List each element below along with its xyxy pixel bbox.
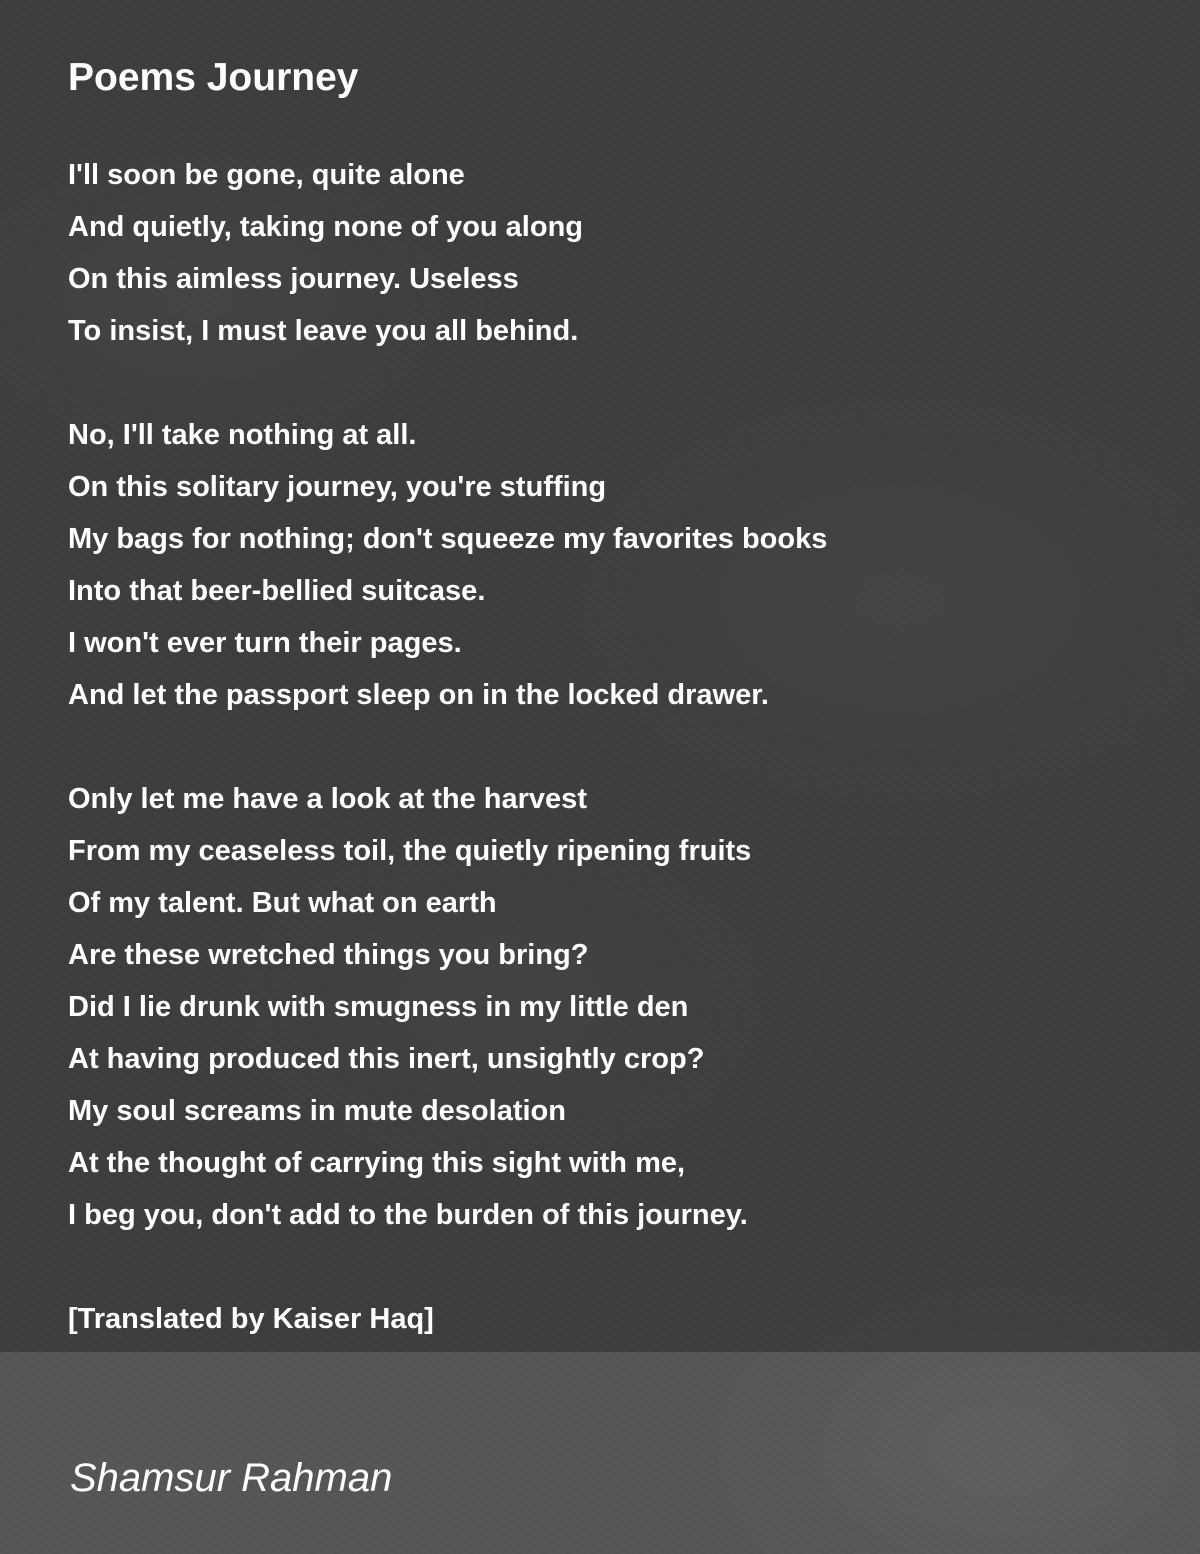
poem-line: And let the passport sleep on in the locked drawer. (68, 679, 769, 711)
poem-line: Only let me have a look at the harvest (68, 783, 587, 815)
poem-line: On this aimless journey. Useless (68, 263, 519, 295)
poem-line: I won't ever turn their pages. (68, 627, 462, 659)
poem-line: And quietly, taking none of you along (68, 211, 584, 243)
poem-line: No, I'll take nothing at all. (68, 419, 417, 451)
poem-stanza (68, 149, 827, 357)
poem-line: Did I lie drunk with smugness in my little den (68, 991, 689, 1023)
poem-line: I'll soon be gone, quite alone (68, 159, 465, 191)
poem-line: On this solitary journey, you're stuffing (68, 471, 607, 503)
poem-body (68, 149, 827, 1345)
poem-stanza (68, 773, 827, 1241)
poem-stanza (68, 409, 827, 721)
translator-note: [Translated by Kaiser Haq] (68, 1303, 434, 1335)
poem-line: Of my talent. But what on earth (68, 887, 497, 919)
poem-line: I beg you, don't add to the burden of this journey. (68, 1199, 748, 1231)
poem-line: To insist, I must leave you all behind. (68, 315, 579, 347)
poem-line: At the thought of carrying this sight with me, (68, 1147, 686, 1179)
poem-author: Shamsur Rahman (70, 1456, 393, 1500)
poem-line: My bags for nothing; don't squeeze my favorites books (68, 523, 828, 555)
poem-line: From my ceaseless toil, the quietly ripening fruits (68, 835, 752, 867)
poem-line: Into that beer-bellied suitcase. (68, 575, 486, 607)
poem-line: At having produced this inert, unsightly crop? (68, 1043, 705, 1075)
poem-line: My soul screams in mute desolation (68, 1095, 566, 1127)
poem-line: Are these wretched things you bring? (68, 939, 589, 971)
poem-title: Poems Journey (68, 56, 359, 99)
